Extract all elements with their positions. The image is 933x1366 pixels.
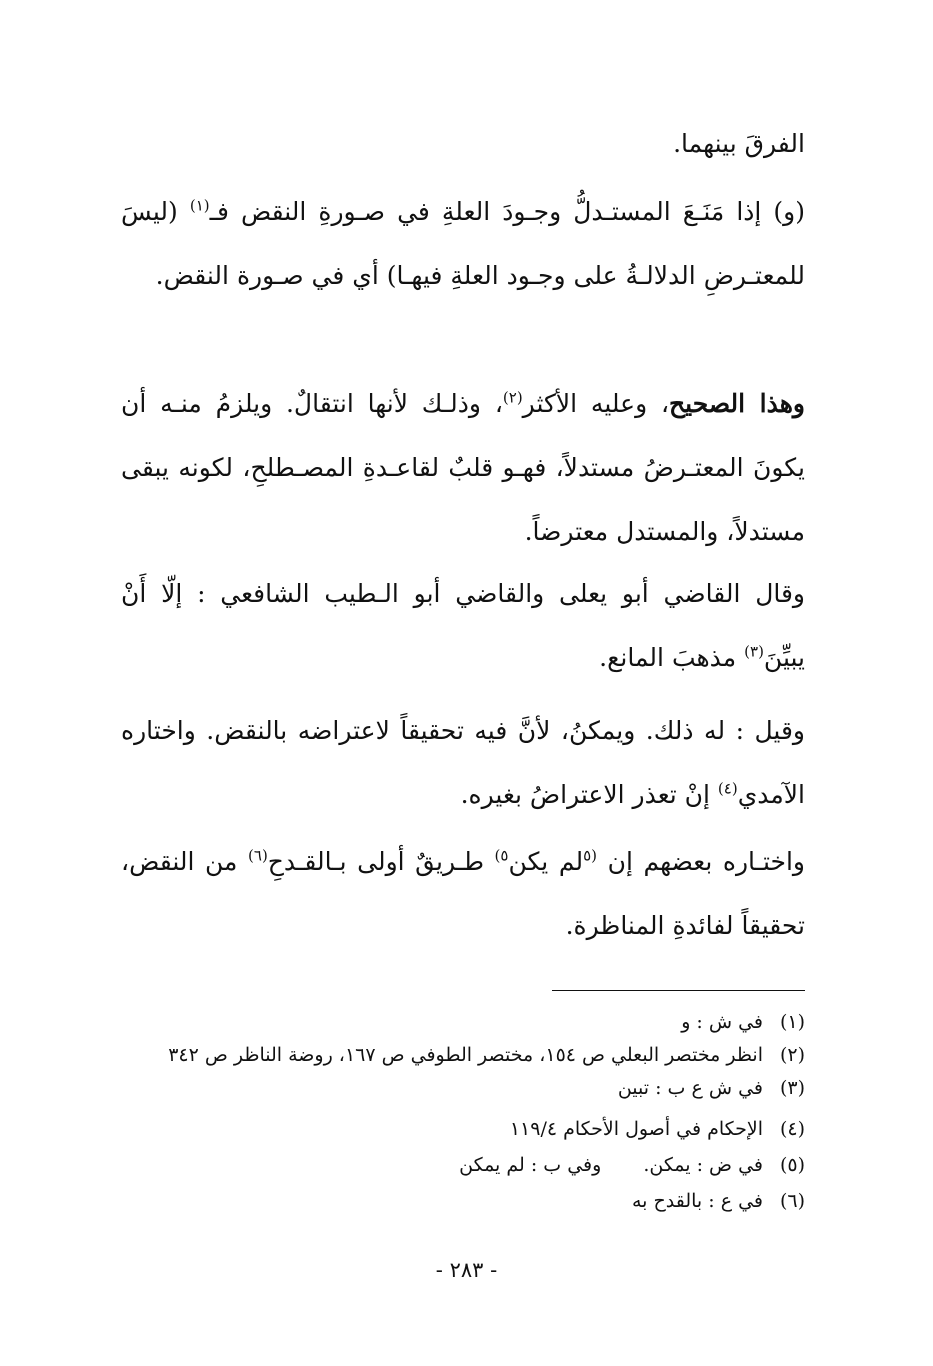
paragraph-5-text-a: وقيل : له ذلك. ويمكنُ، لأنَّ فيه تحقيقاً لاعتراضه بالنقض. واختاره الآمدي bbox=[121, 716, 805, 809]
footnote-divider bbox=[552, 990, 805, 991]
paragraph-4-text-a: وقال القاضي أبو يعلى والقاضي أبو الـطيب الشافعي : إلّا أَنْ يبيِّنَ bbox=[121, 579, 805, 672]
paragraph-1 bbox=[121, 112, 805, 176]
paragraph-3-text-b: ، وذلـك لأنها انتقالٌ. ويلزمُ منـه أن يكونَ المعتـرضُ مستدلاً، فهـو قلبٌ لقاعـدةِ المصـطلحِ، لكونه يبقى مستدلاً، والمستدل معترضاً. bbox=[121, 389, 805, 546]
footnote-4-text: الإحكام في أصول الأحكام ١١٩/٤ bbox=[509, 1118, 763, 1140]
paragraph-3-bold-lead: وهذا الصحيح bbox=[669, 389, 805, 418]
paragraph-1-text: الفرقَ بينهما. bbox=[673, 129, 805, 158]
footnote-4-number: (٤) bbox=[779, 1118, 805, 1140]
footnote-ref-1[interactable]: (١) bbox=[189, 196, 210, 215]
footnote-5-text: في ض : يمكن. bbox=[643, 1154, 763, 1176]
footnote-6-text: في ع : بالقدح به bbox=[631, 1190, 763, 1212]
paragraph-3 bbox=[121, 372, 805, 564]
paragraph-2-text-a: (و) إذا مَنَـعَ المستـدلُّ وجـودَ العلةِ في صـورةِ النقض فـ bbox=[209, 197, 806, 226]
footnote-4 bbox=[105, 1116, 805, 1142]
footnote-6 bbox=[105, 1188, 805, 1214]
paragraph-3-text-a: ، وعليه الأكثر bbox=[522, 389, 670, 418]
paragraph-4-text-b: مذهبَ المانع. bbox=[599, 643, 745, 672]
paragraph-4 bbox=[121, 562, 805, 690]
paragraph-5-text-b: إنْ تعذر الاعتراضُ بغيره. bbox=[460, 780, 718, 809]
paragraph-6-text-b: لم يكن bbox=[508, 847, 584, 876]
paragraph-6-text-a: واختـاره بعضهم إن bbox=[597, 847, 806, 876]
paragraph-2-text-b: (ليسَ للمعتـرضِ الدلالـةُ على وجـود العلةِ فيهـا) أي في صـورة النقض. bbox=[121, 197, 805, 290]
footnote-ref-4[interactable]: (٤) bbox=[717, 779, 738, 798]
footnote-5 bbox=[105, 1152, 805, 1178]
footnote-ref-6[interactable]: (٦) bbox=[248, 846, 268, 865]
footnote-3 bbox=[105, 1075, 805, 1101]
paragraph-6-text-d: من النقض، تحقيقاً لفائدةِ المناظرة. bbox=[121, 847, 805, 940]
footnote-ref-2[interactable]: (٢) bbox=[502, 388, 523, 407]
footnote-3-text: في ش ع ب : تبين bbox=[617, 1077, 763, 1099]
footnote-2-text: انظر مختصر البعلي ص ١٥٤، مختصر الطوفي ص ١٦٧، روضة الناظر ص ٣٤٢ bbox=[168, 1044, 763, 1066]
footnote-5-text-2: وفي ب : لم يمكن bbox=[459, 1154, 602, 1176]
footnote-5-number: (٥) bbox=[779, 1154, 805, 1176]
footnote-1-text: في ش : و bbox=[681, 1011, 763, 1033]
paragraph-5 bbox=[121, 699, 805, 827]
footnote-ref-5-close[interactable]: ٥) bbox=[494, 846, 509, 865]
footnote-ref-5-open[interactable]: (٥ bbox=[583, 846, 598, 865]
footnote-2 bbox=[105, 1042, 805, 1068]
footnote-1-number: (١) bbox=[779, 1011, 805, 1033]
paragraph-6 bbox=[121, 830, 805, 958]
footnote-6-number: (٦) bbox=[779, 1190, 805, 1212]
paragraph-2 bbox=[121, 180, 805, 308]
footnote-3-number: (٣) bbox=[779, 1077, 805, 1099]
footnote-ref-3[interactable]: (٣) bbox=[744, 642, 764, 661]
footnote-1 bbox=[105, 1009, 805, 1035]
page-number: - ٢٨٣ - bbox=[435, 1258, 498, 1282]
footnote-2-number: (٢) bbox=[779, 1044, 805, 1066]
paragraph-6-text-c: طـريقٌ أولى بـالقـدحِ bbox=[267, 847, 495, 876]
